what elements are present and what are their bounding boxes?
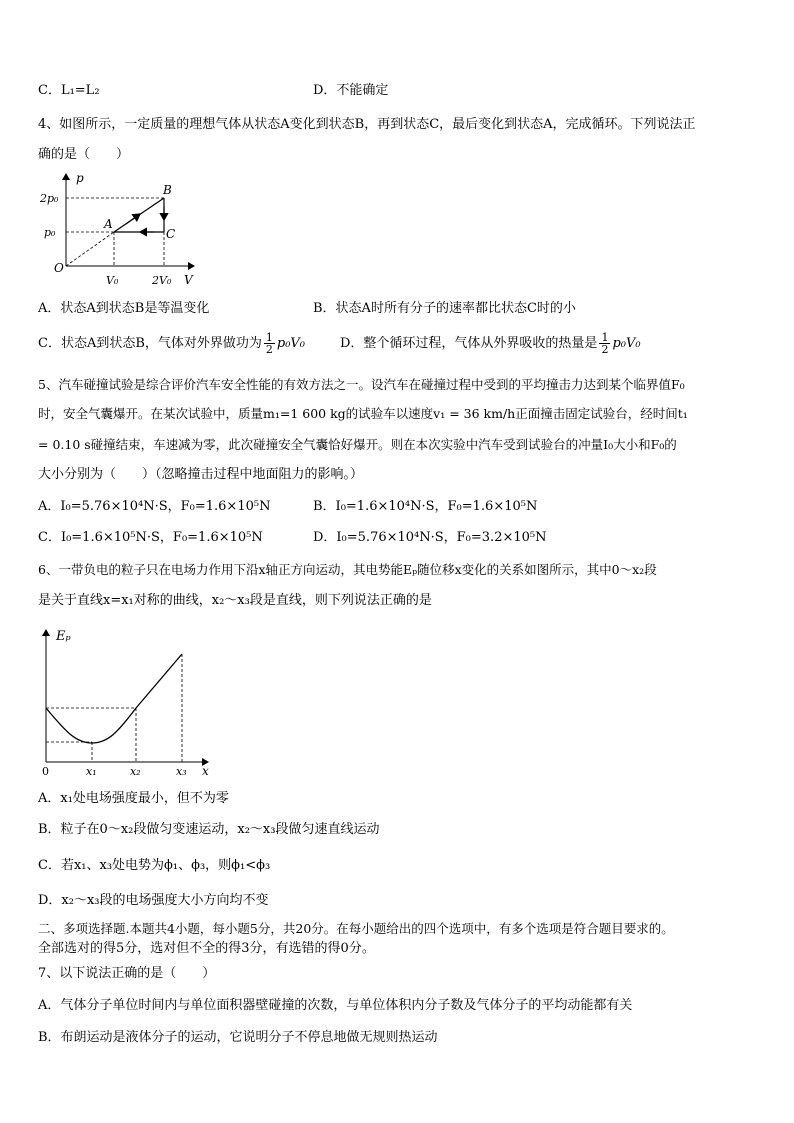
q7-option-a: A．气体分子单位时间内与单位面积器壁碰撞的次数，与单位体积内分子数及气体分子的平均动能都有关	[38, 998, 633, 1013]
prev-option-c: C．L₁=L₂	[38, 83, 100, 98]
q6-curve-0-x2	[46, 708, 136, 743]
q5-line1: 5、汽车碰撞试验是综合评价汽车安全性能的有效方法之一。设汽车在碰撞过程中受到的平均撞击力达到某个临界值F₀	[38, 377, 685, 392]
q4-label-v0: V₀	[106, 274, 119, 287]
q4-option-d-fraction	[599, 332, 610, 355]
prev-option-d: D．不能确定	[313, 83, 389, 98]
q4-label-2p0: 2p₀	[40, 192, 59, 205]
q6-line2: 是关于直线x=x₁对称的曲线，x₂～x₃段是直线，则下列说法正确的是	[38, 593, 432, 608]
q4-label-p0: p₀	[44, 226, 56, 239]
q4-option-b: B．状态A时所有分子的速率都比状态C时的小	[313, 301, 576, 316]
q4-pv-diagram	[36, 168, 206, 292]
q4-stem-line2: 确的是（ ）	[38, 147, 130, 162]
q6-option-c: C．若x₁、x₃处电势为ϕ₁、ϕ₃，则ϕ₁<ϕ₃	[38, 858, 271, 873]
q6-label-origin: 0	[42, 765, 49, 778]
q4-option-c-fraction	[264, 332, 275, 355]
q6-option-b: B．粒子在0～x₂段做匀变速运动，x₂～x₃段做匀速直线运动	[38, 822, 380, 837]
q4-option-c	[38, 328, 305, 360]
q5-option-c: C．I₀=1.6×10⁵N·S，F₀=1.6×10⁵N	[38, 530, 263, 545]
q6-ep-graph	[32, 622, 222, 782]
q4-option-d-frac-num: 1	[601, 331, 609, 344]
q6-label-x1: x₁	[86, 765, 97, 778]
q4-label-c: C	[166, 227, 176, 241]
q4-option-d-tail: p₀V₀	[612, 336, 641, 351]
q5-line3: = 0.10 s碰撞结束，车速减为零，此次碰撞安全气囊恰好爆开。则在本次实验中汽车受到试验台的冲量I₀大小和F₀的	[38, 437, 677, 452]
q5-option-d: D．I₀=5.76×10⁴N·S，F₀=3.2×10⁵N	[313, 530, 547, 545]
q4-guide-origin-a	[66, 232, 114, 266]
q6-line-x2-x3	[136, 654, 182, 708]
q6-label-ep: Eₚ	[56, 629, 71, 644]
q4-option-a: A．状态A到状态B是等温变化	[38, 301, 210, 316]
q4-option-c-tail: p₀V₀	[276, 336, 306, 351]
q4-label-2v0: 2V₀	[152, 274, 172, 287]
q6-label-x2: x₂	[130, 765, 141, 778]
q4-label-a: A	[104, 217, 113, 231]
q6-line1: 6、一带负电的粒子只在电场力作用下沿x轴正方向运动，其电势能Eₚ随位移x变化的关系如图所示，其中0～x₂段	[38, 562, 657, 577]
q4-option-d-text: D．整个循环过程，气体从外界吸收的热量是	[340, 336, 598, 351]
q4-label-v: V	[184, 273, 193, 287]
q4-label-origin: O	[54, 261, 64, 275]
q4-option-c-frac-den: 2	[265, 343, 273, 356]
q4-arrow-ab	[126, 214, 140, 224]
q6-label-x: x	[202, 764, 209, 778]
section2-heading-line2: 全部选对的得5分，选对但不全的得3分，有选错的得0分。	[38, 941, 375, 956]
q4-option-d-frac-den: 2	[601, 343, 609, 356]
q4-label-b: B	[163, 183, 172, 197]
q4-label-p: p	[76, 171, 84, 185]
q7-stem: 7、以下说法正确的是（ ）	[38, 966, 216, 981]
q4-stem-line1: 4、如图所示，一定质量的理想气体从状态A变化到状态B，再到状态C，最后变化到状态A，完成循环。下列说法正	[38, 117, 696, 132]
q4-option-c-text: C．状态A到状态B，气体对外界做功为	[38, 336, 262, 351]
q6-option-d: D．x₂～x₃段的电场强度大小方向均不变	[38, 893, 269, 908]
q4-option-c-frac-num: 1	[265, 331, 273, 344]
q6-label-x3: x₃	[176, 765, 187, 778]
q4-option-d	[340, 328, 641, 360]
q7-option-b: B．布朗运动是液体分子的运动，它说明分子不停息地做无规则热运动	[38, 1030, 438, 1045]
section2-heading-line1: 二、多项选择题.本题共4小题，每小题5分，共20分。在每小题给出的四个选项中，有多个选项是符合题目要求的。	[38, 921, 674, 936]
q6-option-a: A．x₁处电场强度最小，但不为零	[38, 791, 229, 806]
q5-option-a: A．I₀=5.76×10⁴N·S，F₀=1.6×10⁵N	[38, 499, 271, 514]
q5-option-b: B．I₀=1.6×10⁴N·S，F₀=1.6×10⁵N	[313, 499, 538, 514]
q5-line2: 时，安全气囊爆开。在某次试验中，质量m₁=1 600 kg的试验车以速度v₁ = 36 km/h正面撞击固定试验台，经时间t₁	[38, 406, 688, 421]
q5-line4: 大小分别为（ ）（忽略撞击过程中地面阻力的影响。）	[38, 467, 364, 482]
